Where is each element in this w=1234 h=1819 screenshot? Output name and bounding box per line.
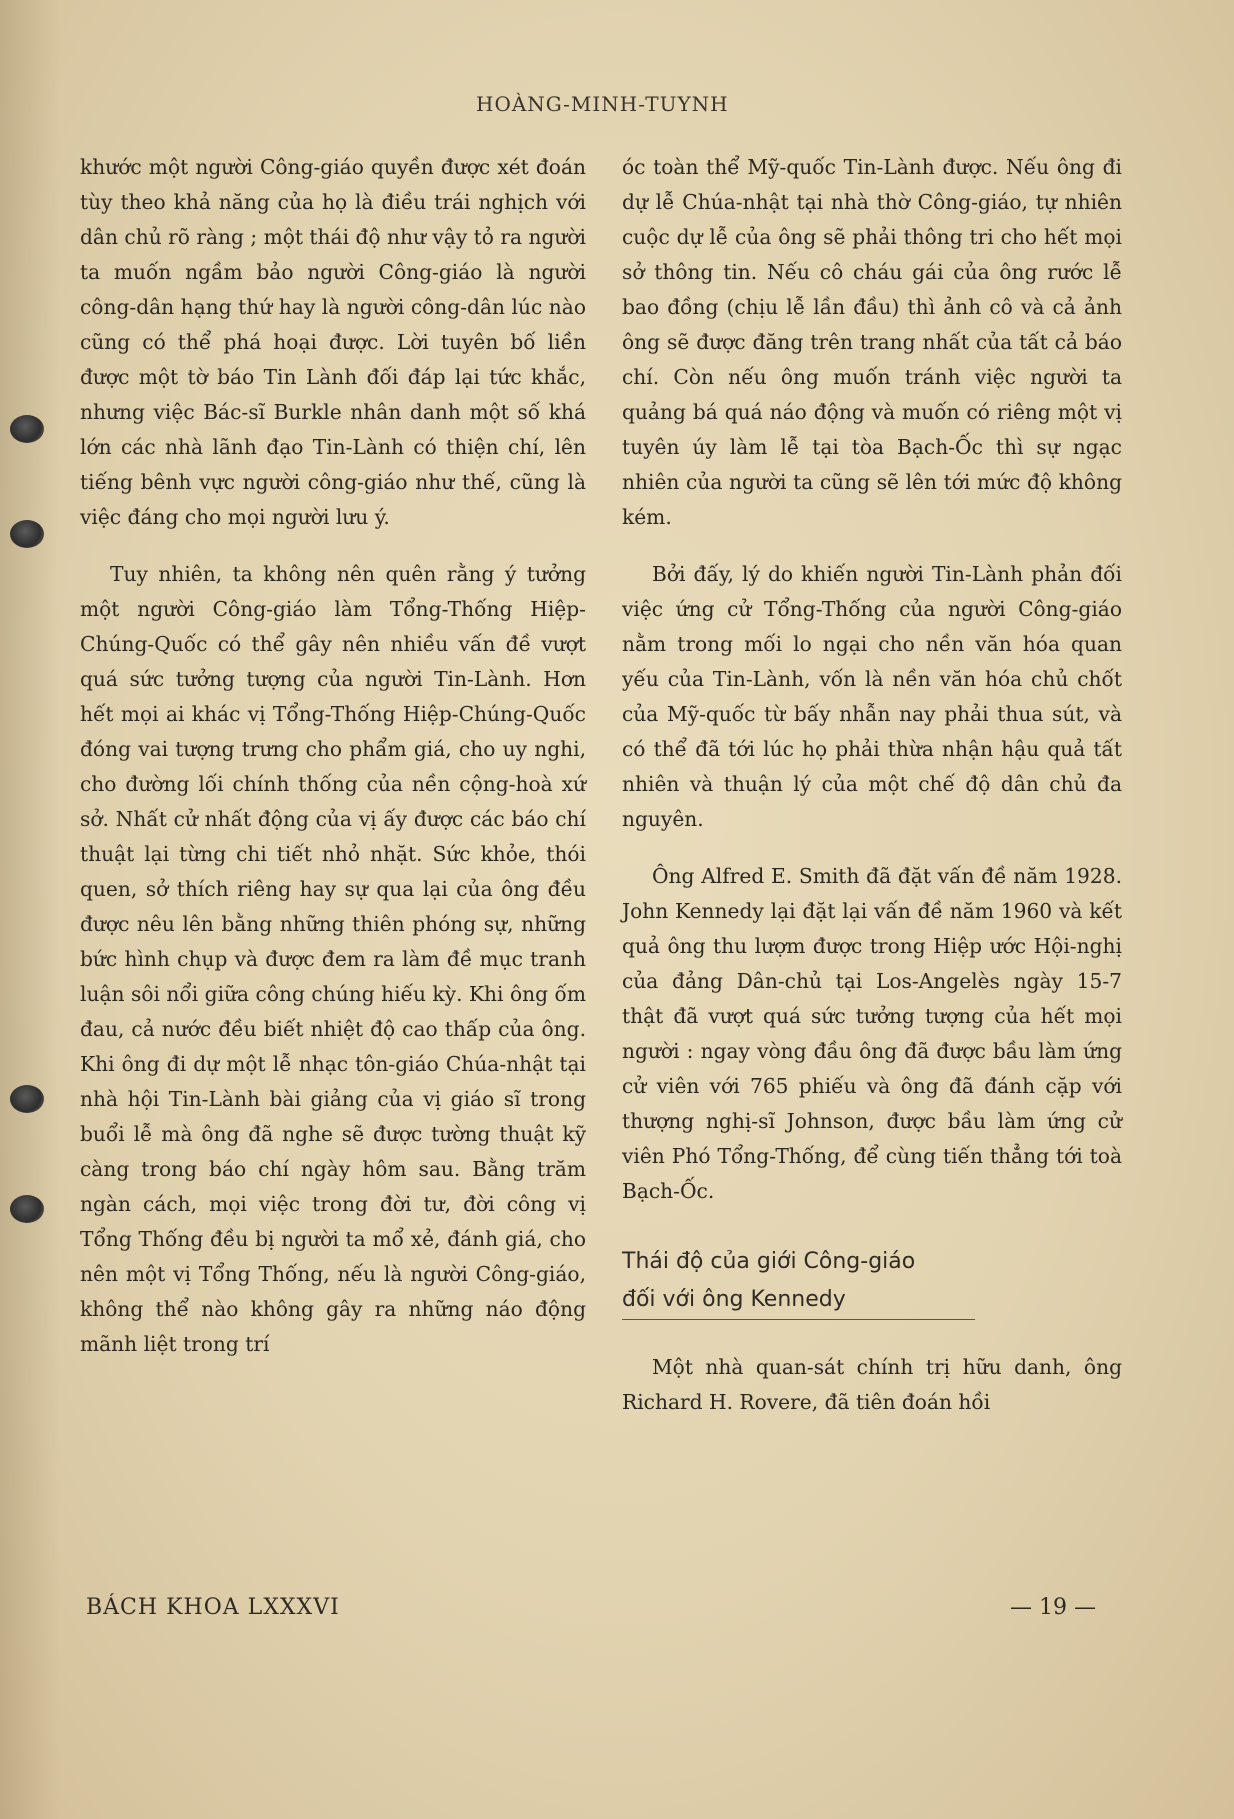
right-paragraph-1: óc toàn thể Mỹ-quốc Tin-Lành được. Nếu ông đi dự lễ Chúa-nhật tại nhà thờ Công-giáo, tự nhiên cuộc dự lễ của ông sẽ phải thông tri cho hết mọi sở thông tin. Nếu cô cháu gái của ông rước lễ bao đồng (chịu lễ lần đầu) thì ảnh cô và cả ảnh ông sẽ được đăng trên trang nhất của tất cả báo chí. Còn nếu ông muốn tránh việc người ta quảng bá quá náo động và muốn có riêng một vị tuyên úy làm lễ tại tòa Bạch-Ốc thì sự ngạc nhiên của người ta cũng sẽ lên tới mức độ không kém. (622, 155, 1122, 529)
right-paragraph-4: Một nhà quan-sát chính trị hữu danh, ông Richard H. Rovere, đã tiên đoán hồi (622, 1355, 1122, 1414)
binding-hole-3 (10, 1085, 44, 1113)
page-fold-shadow (0, 0, 60, 1819)
binding-hole-4 (10, 1195, 44, 1223)
binding-hole-1 (10, 415, 44, 443)
page-number: — 19 — (1010, 1595, 1096, 1620)
section-heading (622, 1243, 975, 1320)
section-heading-line-1: Thái độ của giới Công-giáo (622, 1249, 916, 1274)
binding-hole-2 (10, 520, 44, 548)
left-column (80, 150, 586, 1362)
left-paragraph-1: khước một người Công-giáo quyền được xét đoán tùy theo khả năng của họ là điều trái nghịch với dân chủ rõ ràng ; một thái độ như vậy tỏ ra người ta muốn ngầm bảo người Công-giáo là người công-dân hạng thứ hay là người công-dân lúc nào cũng có thể phá hoại được. Lời tuyên bố liền được một tờ báo Tin Lành đối đáp lại tức khắc, nhưng việc Bác-sĩ Burkle nhân danh một số khá lớn các nhà lãnh đạo Tin-Lành có thiện chí, lên tiếng bênh vực người công-giáo như thế, cũng là việc đáng cho mọi người lưu ý. (80, 155, 586, 529)
publication-footer: BÁCH KHOA LXXXVI (86, 1595, 340, 1620)
right-paragraph-3: Ông Alfred E. Smith đã đặt vấn đề năm 1928. John Kennedy lại đặt lại vấn đề năm 1960 và kết quả ông thu lượm được trong Hiệp ước Hội-nghị của đảng Dân-chủ tại Los-Angelès ngày 15-7 thật đã vượt quá sức tưởng tượng của hết mọi người : ngay vòng đầu ông đã được bầu làm ứng cử viên với 765 phiếu và ông đã đánh cặp với thượng nghị-sĩ Johnson, được bầu làm ứng cử viên Phó Tổng-Thống, để cùng tiến thẳng tới toà Bạch-Ốc. (622, 864, 1122, 1203)
running-header: HOÀNG-MINH-TUYNH (476, 92, 729, 116)
left-paragraph-2: Tuy nhiên, ta không nên quên rằng ý tưởng một người Công-giáo làm Tổng-Thống Hiệp-Chúng-Quốc có thể gây nên nhiều vấn đề vượt quá sức tưởng tượng của người Tin-Lành. Hơn hết mọi ai khác vị Tổng-Thống Hiệp-Chúng-Quốc đóng vai tượng trưng cho phẩm giá, cho uy nghi, cho đường lối chính thống của nền cộng-hoà xứ sở. Nhất cử nhất động của vị ấy được các báo chí thuật lại từng chi tiết nhỏ nhặt. Sức khỏe, thói quen, sở thích riêng hay sự qua lại của ông đều được nêu lên bằng những thiên phóng sự, những bức hình chụp và được đem ra làm đề mục tranh luận sôi nổi giữa công chúng hiếu kỳ. Khi ông ốm đau, cả nước đều biết nhiệt độ cao thấp của ông. Khi ông đi dự một lễ nhạc tôn-giáo Chúa-nhật tại nhà hội Tin-Lành bài giảng của vị giáo sĩ trong buổi lễ mà ông đã nghe sẽ được tường thuật kỹ càng trong báo chí ngày hôm sau. Bằng trăm ngàn cách, mọi việc trong đời tư, đời công vị Tổng Thống đều bị người ta mổ xẻ, đánh giá, cho nên một vị Tổng Thống, nếu là người Công-giáo, không thể nào không gây ra những náo động mãnh liệt trong trí (80, 562, 586, 1356)
section-heading-line-2: đối với ông Kennedy (622, 1287, 846, 1312)
right-column (622, 150, 1122, 1420)
right-paragraph-2: Bởi đấy, lý do khiến người Tin-Lành phản đối việc ứng cử Tổng-Thống của người Công-giáo nằm trong mối lo ngại cho nền văn hóa quan yếu của Tin-Lành, vốn là nền văn hóa chủ chốt của Mỹ-quốc từ bấy nhẫn nay phải thua sút, và có thể đã tới lúc họ phải thừa nhận hậu quả tất nhiên và thuận lý của một chế độ dân chủ đa nguyên. (622, 562, 1122, 831)
